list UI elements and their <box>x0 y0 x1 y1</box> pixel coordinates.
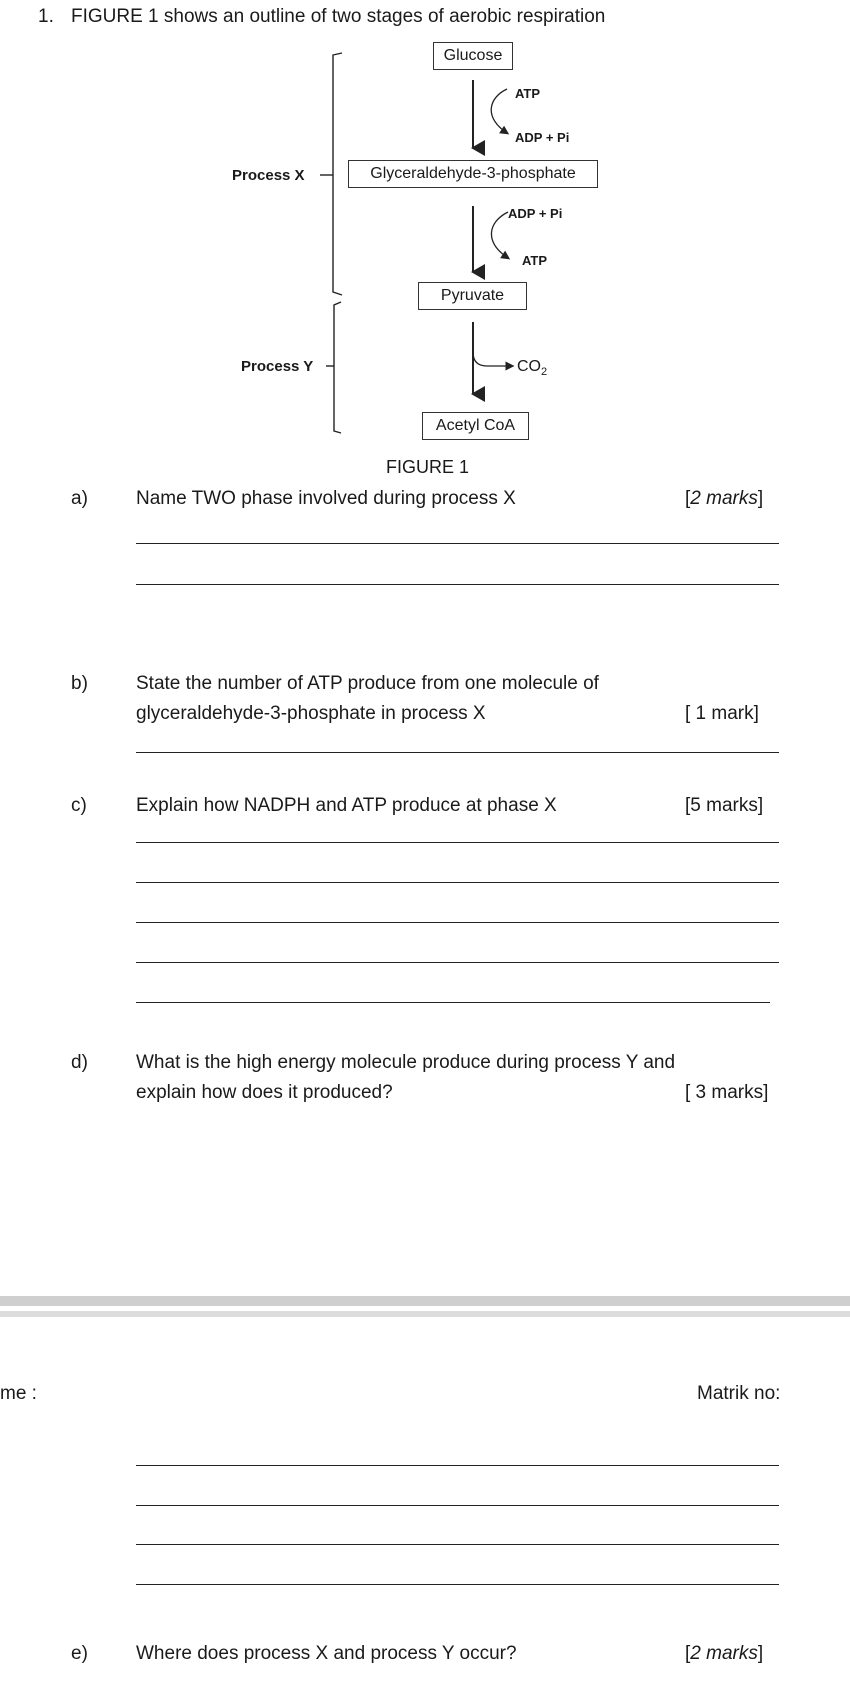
part-e-marks: [2 marks] <box>685 1643 764 1664</box>
g3p-box: Glyceraldehyde-3-phosphate <box>348 160 598 188</box>
process-x-label: Process X <box>232 167 305 184</box>
answer-line[interactable] <box>136 1465 779 1466</box>
glucose-box: Glucose <box>433 42 513 70</box>
part-c-letter: c) <box>71 795 87 816</box>
question-number: 1. <box>38 6 54 27</box>
part-e-letter: e) <box>71 1643 88 1664</box>
answer-line[interactable] <box>136 543 779 544</box>
question-intro: FIGURE 1 shows an outline of two stages of aerobic respiration <box>71 6 606 27</box>
part-c-marks: [5 marks] <box>685 795 764 816</box>
part-d-question-line1: What is the high energy molecule produce during process Y and <box>136 1052 676 1073</box>
process-y-bracket <box>334 302 341 433</box>
answer-line[interactable] <box>136 882 779 883</box>
answer-line[interactable] <box>136 1584 779 1585</box>
answer-line[interactable] <box>136 1505 779 1506</box>
part-b-letter: b) <box>71 673 88 694</box>
matrik-label: Matrik no: <box>697 1383 781 1404</box>
name-label: me : <box>0 1383 37 1404</box>
atp-output-label: ATP <box>522 253 548 268</box>
figure-caption: FIGURE 1 <box>386 457 470 477</box>
page-separator <box>0 1296 850 1306</box>
page-separator-inner <box>0 1311 850 1317</box>
acetyl-coa-box: Acetyl CoA <box>422 412 529 440</box>
answer-line[interactable] <box>136 1002 770 1003</box>
part-b-question-line1: State the number of ATP produce from one molecule of <box>136 673 599 694</box>
atp-input-label: ATP <box>515 86 541 101</box>
part-c-question: Explain how NADPH and ATP produce at phase X <box>136 795 557 816</box>
part-d-marks: [ 3 marks] <box>685 1082 769 1103</box>
part-d-letter: d) <box>71 1052 88 1073</box>
adp-output-label: ADP + Pi <box>515 130 570 145</box>
pyruvate-box: Pyruvate <box>418 282 527 310</box>
answer-line[interactable] <box>136 584 779 585</box>
part-b-question-line2: glyceraldehyde-3-phosphate in process X <box>136 703 486 724</box>
answer-line[interactable] <box>136 842 779 843</box>
process-x-bracket <box>333 53 342 295</box>
part-a-question: Name TWO phase involved during process X <box>136 488 516 509</box>
part-a-marks: [2 marks] <box>685 488 764 509</box>
answer-line[interactable] <box>136 922 779 923</box>
figure-lines <box>0 0 850 470</box>
adp-input-label: ADP + Pi <box>508 206 563 221</box>
process-y-label: Process Y <box>241 358 314 375</box>
answer-line[interactable] <box>136 962 779 963</box>
part-a-letter: a) <box>71 488 88 509</box>
part-d-question-line2: explain how does it produced? <box>136 1082 393 1103</box>
part-e-question: Where does process X and process Y occur? <box>136 1643 517 1664</box>
answer-line[interactable] <box>136 1544 779 1545</box>
part-b-marks: [ 1 mark] <box>685 703 759 724</box>
co2-label: $CO_2$ <box>517 358 548 379</box>
answer-line[interactable] <box>136 752 779 753</box>
